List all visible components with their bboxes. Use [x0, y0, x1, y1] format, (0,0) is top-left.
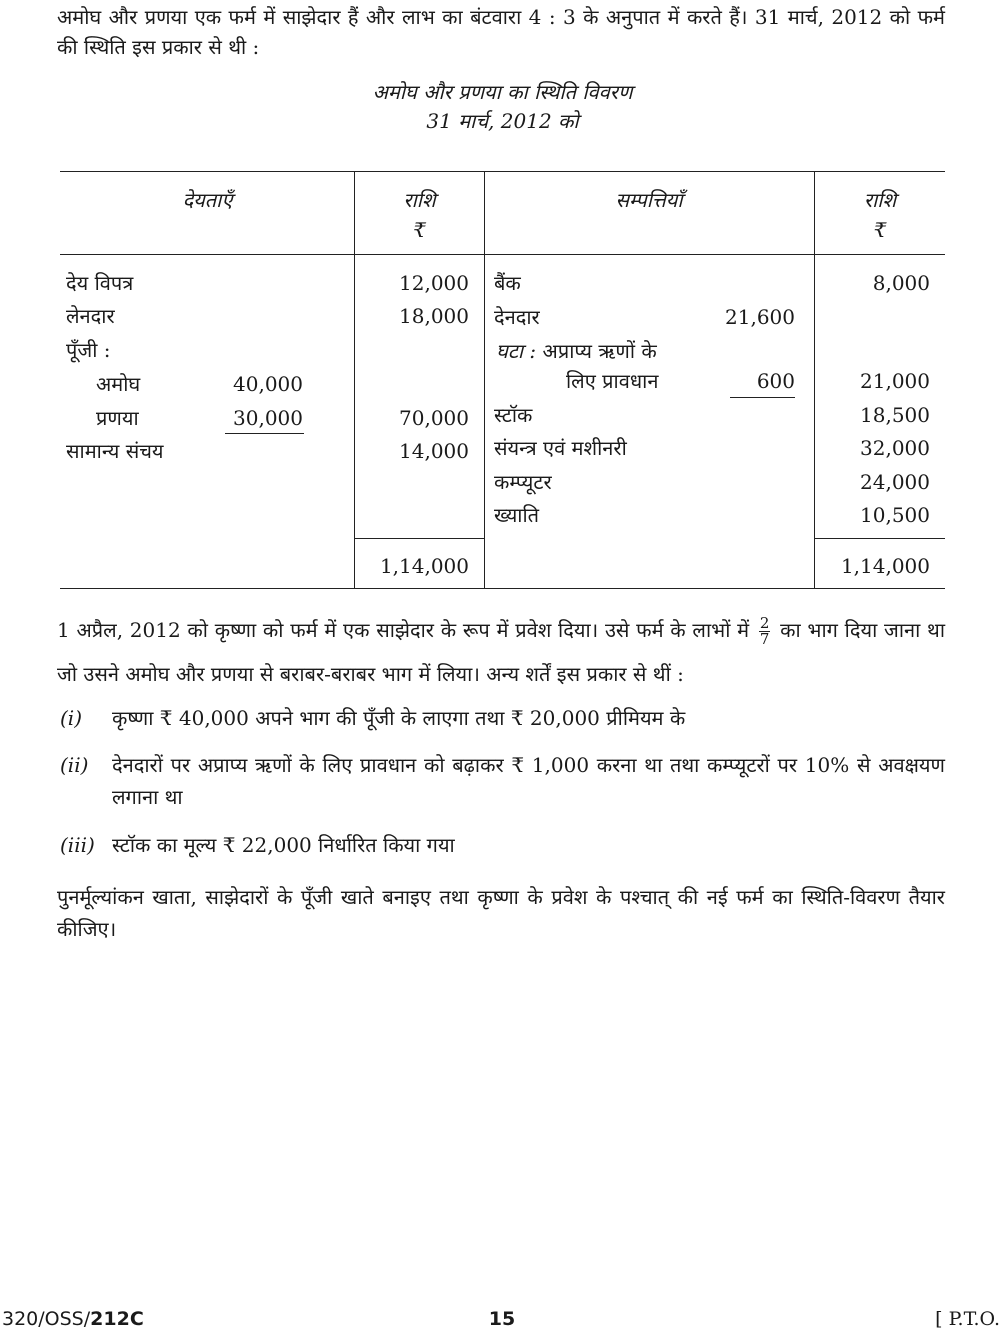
header-amount-assets: राशि — [863, 188, 897, 212]
asset-stock: स्टॉक — [494, 403, 533, 427]
amount-creditors: 18,000 — [399, 304, 469, 328]
total-rule-liabilities — [355, 538, 484, 539]
asset-bank: बैंक — [494, 271, 521, 295]
header-currency-liabilities: ₹ — [413, 218, 426, 242]
header-assets: सम्पत्तियाँ — [615, 188, 683, 212]
condition-3-number: (iii) — [60, 833, 95, 857]
table-top-rule — [60, 171, 945, 172]
capital-pranaya-amount: 30,000 — [233, 406, 303, 430]
less-text: अप्राप्य ऋणों के — [542, 339, 657, 363]
table-col-divider-2 — [484, 171, 485, 589]
profit-share-fraction — [759, 616, 771, 647]
asset-provision-text: लिए प्रावधान — [566, 369, 659, 393]
asset-computer: कम्प्यूटर — [494, 470, 552, 494]
amount-computer: 24,000 — [860, 470, 930, 494]
condition-1-number: (i) — [60, 706, 83, 730]
amount-debtors-gross: 21,600 — [725, 305, 795, 329]
condition-1-text: कृष्णा ₹ 40,000 अपने भाग की पूँजी के लाएगा तथा ₹ 20,000 प्रीमियम के — [112, 706, 686, 730]
capital-pranaya-label: प्रणया — [96, 406, 139, 430]
paper-code — [2, 1306, 144, 1332]
condition-2-text: देनदारों पर अप्राप्य ऋणों के लिए प्रावधान को बढ़ाकर ₹ 1,000 करना था तथा कम्प्यूटरों पर 10% से अवक्षयण लगाना था — [112, 753, 945, 809]
statement-date: 31 मार्च, 2012 को — [426, 109, 579, 133]
intro-paragraph: अमोघ और प्रणया एक फर्म में साझेदार हैं और लाभ का बंटवारा 4 : 3 के अनुपात में करते हैं। 31 मार्च, 2012 को फर्म की स्थिति इस प्रकार से थी : — [57, 5, 945, 59]
condition-3-text: स्टॉक का मूल्य ₹ 22,000 निर्धारित किया गया — [112, 833, 455, 857]
pto-label: [ P.T.O. — [935, 1308, 1000, 1330]
asset-less-line — [496, 335, 657, 367]
amount-capital-total: 70,000 — [399, 406, 469, 430]
instruction-paragraph: पुनर्मूल्यांकन खाता, साझेदारों के पूँजी खाते बनाइए तथा कृष्णा के प्रवेश के पश्चात् की नई फर्म का स्थिति-विवरण तैयार कीजिए। — [57, 885, 945, 941]
header-amount-liabilities: राशि — [403, 188, 436, 212]
liability-capital-label: पूँजी : — [66, 338, 111, 362]
amount-bills-payable: 12,000 — [399, 271, 469, 295]
condition-2-number: (ii) — [60, 753, 89, 777]
paper-code-prefix: 320/OSS/ — [2, 1308, 91, 1330]
less-label: घटा : — [496, 339, 537, 363]
table-header-rule — [60, 254, 945, 255]
table-bottom-rule — [60, 588, 945, 589]
capital-amogh-amount: 40,000 — [233, 372, 303, 396]
fraction-denominator: 7 — [759, 630, 770, 648]
asset-plant: संयन्त्र एवं मशीनरी — [494, 436, 627, 460]
liability-bills-payable: देय विपत्र — [66, 271, 134, 295]
header-liabilities: देयताएँ — [182, 188, 233, 212]
capital-amogh-label: अमोघ — [96, 372, 141, 396]
liability-general-reserve: सामान्य संचय — [66, 439, 164, 463]
admission-paragraph — [57, 608, 945, 696]
page-number: 15 — [488, 1308, 516, 1330]
total-assets: 1,14,000 — [840, 554, 930, 578]
fraction-numerator: 2 — [759, 614, 770, 632]
admission-text-before: 1 अप्रैल, 2012 को कृष्णा को फर्म में एक साझेदार के रूप में प्रवेश दिया। उसे फर्म के लाभों में — [57, 618, 750, 642]
amount-bank: 8,000 — [872, 271, 930, 295]
amount-goodwill: 10,500 — [860, 503, 930, 527]
amount-stock: 18,500 — [860, 403, 930, 427]
amount-net-debtors: 21,000 — [860, 369, 930, 393]
amount-general-reserve: 14,000 — [399, 439, 469, 463]
asset-goodwill: ख्याति — [494, 503, 540, 527]
amount-plant: 32,000 — [860, 436, 930, 460]
statement-title: अमोघ और प्रणया का स्थिति विवरण — [372, 80, 633, 104]
amount-provision: 600 — [756, 369, 795, 393]
total-rule-assets — [815, 538, 945, 539]
header-currency-assets: ₹ — [873, 218, 887, 242]
paper-code-bold: 212C — [90, 1308, 144, 1330]
liability-creditors: लेनदार — [66, 304, 115, 328]
asset-debtors: देनदार — [494, 305, 540, 329]
admission-text-after: का भाग दिया जाना था जो उसने अमोघ और प्रणया से बराबर-बराबर भाग में लिया। अन्य शर्तें इस प्रकार से थीं : — [57, 618, 946, 686]
provision-subtotal-rule — [730, 397, 795, 398]
total-liabilities: 1,14,000 — [379, 554, 469, 578]
